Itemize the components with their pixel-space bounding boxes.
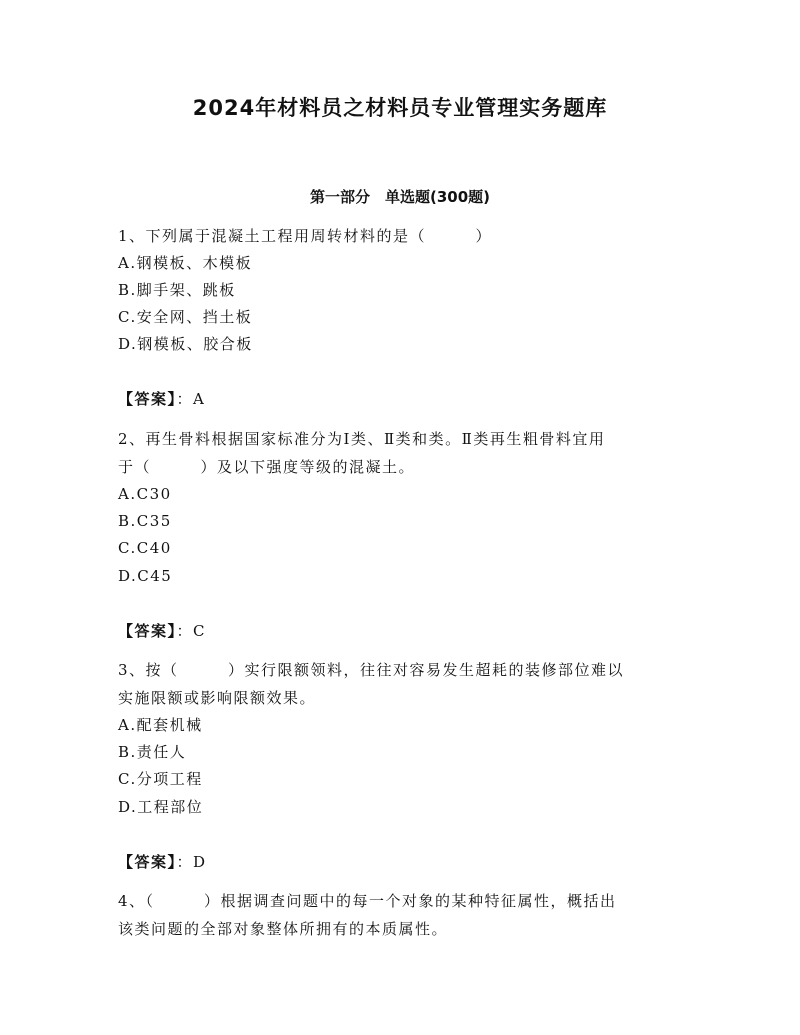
question-2-option-a: A.C30 <box>118 485 172 503</box>
question-3-answer <box>118 852 688 872</box>
question-1-stem-line-1: 1、下列属于混凝土工程用周转材料的是（ ） <box>118 227 493 245</box>
question-2-answer <box>118 621 688 641</box>
question-4-stem-line-2: 该类问题的全部对象整体所拥有的本质属性。 <box>118 920 449 938</box>
question-3-stem-line-2: 实施限额或影响限额效果。 <box>118 689 317 707</box>
question-3-option-d: D.工程部位 <box>118 798 204 816</box>
question-2-option-c: C.C40 <box>118 539 172 557</box>
question-3-option-c: C.分项工程 <box>118 770 203 788</box>
answer-label: 【答案】 <box>118 622 177 640</box>
document-title: 2024年材料员之材料员专业管理实务题库 <box>192 96 608 120</box>
answer-value: ：D <box>176 853 207 871</box>
question-3-stem-line-1: 3、按（ ）实行限额领料，往往对容易发生超耗的装修部位难以 <box>118 661 625 679</box>
question-1-option-d: D.钢模板、胶合板 <box>118 335 253 353</box>
question-1-option-b: B.脚手架、跳板 <box>118 281 236 299</box>
question-1-answer <box>118 389 688 409</box>
question-1-option-c: C.安全网、挡土板 <box>118 308 253 326</box>
question-3-option-b: B.责任人 <box>118 743 187 761</box>
question-2-stem-line-2: 于（ ）及以下强度等级的混凝土。 <box>118 458 416 476</box>
answer-value: ：C <box>176 622 206 640</box>
question-2-option-d: D.C45 <box>118 567 173 585</box>
answer-label: 【答案】 <box>118 390 177 408</box>
question-2-stem-line-1: 2、再生骨料根据国家标准分为Ⅰ类、Ⅱ类和类。Ⅱ类再生粗骨料宜用 <box>118 430 606 448</box>
answer-label: 【答案】 <box>118 853 177 871</box>
answer-value: ：A <box>176 390 206 408</box>
question-2-option-b: B.C35 <box>118 512 172 530</box>
question-3-option-a: A.配套机械 <box>118 716 203 734</box>
question-4-stem-line-1: 4、（ ）根据调查问题中的每一个对象的某种特征属性，概括出 <box>118 892 617 910</box>
section-heading: 第一部分 单选题(300题) <box>309 188 491 206</box>
question-1-option-a: A.钢模板、木模板 <box>118 254 253 272</box>
